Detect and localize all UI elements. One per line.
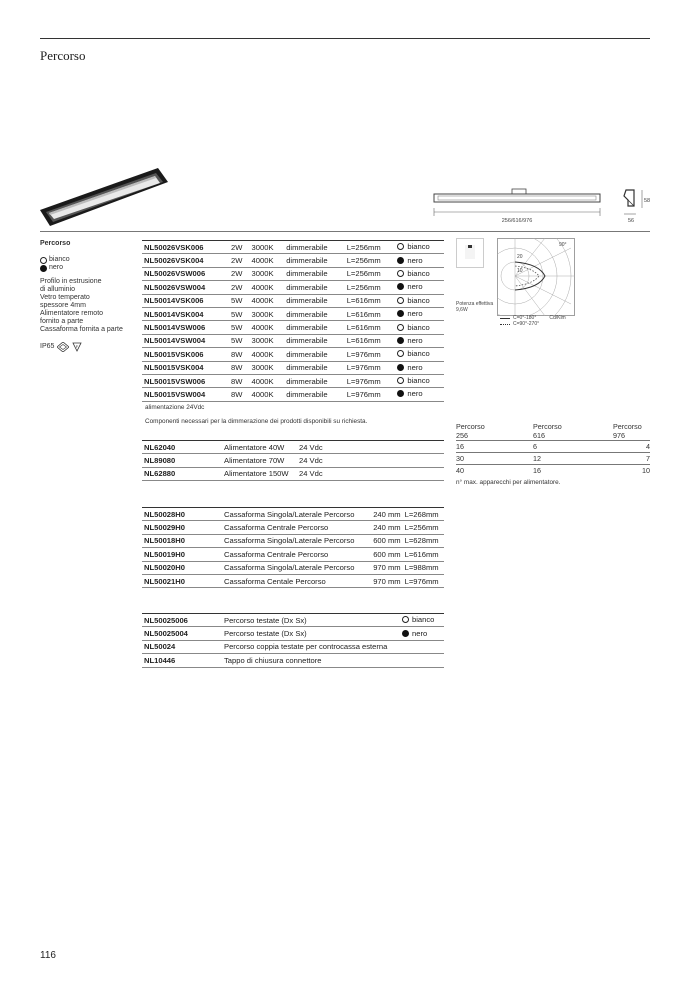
wattage: 2W — [229, 241, 250, 254]
color-label: nero — [407, 335, 423, 345]
dimmable: dimmerabile — [284, 374, 345, 387]
wattage: 5W — [229, 321, 250, 334]
voltage: 24 Vdc — [297, 441, 444, 454]
color-temperature: 4000K — [250, 294, 285, 307]
table-row — [142, 454, 444, 467]
length: L=976mm — [403, 574, 444, 587]
feature-line: fornito a parte — [40, 318, 84, 325]
feature-list — [40, 278, 130, 334]
dimmable: dimmerabile — [284, 241, 345, 254]
max-devices-table — [456, 422, 650, 486]
color-label: nero — [407, 362, 423, 372]
finish — [395, 374, 444, 387]
color-label: bianco — [407, 242, 430, 252]
table-row — [142, 534, 444, 547]
color-label: nero — [49, 264, 64, 271]
open-circle-icon — [397, 270, 404, 277]
filled-circle-icon — [397, 337, 404, 344]
wattage: 5W — [229, 294, 250, 307]
color-label: bianco — [407, 349, 430, 359]
wattage: 8W — [229, 388, 250, 401]
product-heading: Percorso — [40, 240, 71, 247]
dimmable: dimmerabile — [284, 294, 345, 307]
dimmable: dimmerabile — [284, 361, 345, 374]
top-rule — [40, 38, 650, 39]
class-diamond-icon — [57, 342, 69, 352]
filled-circle-icon — [397, 283, 404, 290]
feature-line: spessore 4mm — [40, 302, 86, 309]
open-circle-icon — [40, 257, 47, 264]
products-table — [142, 240, 444, 402]
description: Alimentatore 40W — [222, 441, 297, 454]
table-row — [142, 348, 444, 361]
open-circle-icon — [397, 243, 404, 250]
description: Percorso testate (Dx Sx) — [222, 627, 400, 640]
dimmable: dimmerabile — [284, 254, 345, 267]
product-code: NL50015VSK006 — [142, 348, 229, 361]
table-row — [142, 388, 444, 401]
table-row — [142, 321, 444, 334]
color-option-black — [40, 264, 130, 272]
note-power: alimentazione 24Vdc — [145, 404, 205, 411]
color-label: bianco — [407, 322, 430, 332]
svg-text:90°: 90° — [559, 242, 567, 248]
table-row — [142, 640, 444, 653]
finish — [395, 361, 444, 374]
table-row — [142, 614, 444, 627]
finish — [400, 614, 444, 627]
table-row — [142, 334, 444, 347]
dimmable: dimmerabile — [284, 281, 345, 294]
table-row — [142, 521, 444, 534]
filled-circle-icon — [397, 390, 404, 397]
length: L=256mm — [403, 521, 444, 534]
length: L=616mm — [345, 294, 396, 307]
table-row — [142, 561, 444, 574]
length: L=616mm — [345, 334, 396, 347]
open-circle-icon — [397, 377, 404, 384]
product-code: NL50015VSK004 — [142, 361, 229, 374]
product-code: NL50014VSW006 — [142, 321, 229, 334]
product-code: NL50026VSW006 — [142, 267, 229, 280]
size: 970 mm — [368, 561, 402, 574]
table-row: 30 12 7 — [456, 454, 650, 463]
table-row — [142, 374, 444, 387]
length: L=616mm — [403, 548, 444, 561]
length: L=616mm — [345, 321, 396, 334]
product-code: NL50021H0 — [142, 574, 222, 587]
length: L=256mm — [345, 241, 396, 254]
feature-line: Vetro temperato — [40, 294, 90, 301]
mid-rule — [40, 231, 650, 232]
finish — [395, 334, 444, 347]
filled-circle-icon — [397, 364, 404, 371]
max-devices-header: Percorso 256 Percorso 616 Percorso 976 — [456, 422, 642, 440]
product-code: NL50020H0 — [142, 561, 222, 574]
certification-row — [40, 342, 130, 352]
finish — [395, 267, 444, 280]
wattage: 2W — [229, 254, 250, 267]
height-label: 58 — [644, 198, 651, 204]
size: 600 mm — [368, 534, 402, 547]
product-code: NL50029H0 — [142, 521, 222, 534]
description: Percorso coppia testate per controcassa esterna — [222, 640, 400, 653]
product-code: NL50014VSW004 — [142, 334, 229, 347]
color-label: bianco — [412, 615, 435, 625]
color-temperature: 4000K — [250, 281, 285, 294]
product-code: NL62040 — [142, 441, 222, 454]
finish — [395, 294, 444, 307]
table-row — [142, 241, 444, 254]
finish — [395, 348, 444, 361]
color-option-white — [40, 256, 130, 264]
length: L=976mm — [345, 374, 396, 387]
wattage: 5W — [229, 334, 250, 347]
table-row: 16 6 4 — [456, 442, 650, 451]
finish — [395, 254, 444, 267]
open-circle-icon — [397, 324, 404, 331]
table-row — [142, 654, 444, 667]
size: 600 mm — [368, 548, 402, 561]
finish — [395, 388, 444, 401]
table-row — [142, 281, 444, 294]
finish — [395, 241, 444, 254]
power-supplies-table — [142, 440, 444, 481]
open-circle-icon — [402, 616, 409, 623]
table-row — [142, 574, 444, 587]
length: L=628mm — [403, 534, 444, 547]
product-code: NL50028H0 — [142, 508, 222, 521]
feature-line: di alluminio — [40, 286, 76, 293]
dimmable: dimmerabile — [284, 348, 345, 361]
open-circle-icon — [397, 297, 404, 304]
wattage: 8W — [229, 374, 250, 387]
description: Alimentatore 70W — [222, 454, 297, 467]
svg-text:F: F — [76, 344, 79, 349]
color-temperature: 3000K — [250, 334, 285, 347]
lengths-label: 256/616/976 — [501, 218, 533, 224]
length: L=616mm — [345, 307, 396, 320]
finish — [400, 627, 444, 640]
table-row — [142, 267, 444, 280]
max-devices-note: n° max. apparecchi per alimentatore. — [456, 479, 561, 486]
svg-text:10: 10 — [517, 268, 523, 274]
product-code: NL50014VSK006 — [142, 294, 229, 307]
color-label: bianco — [407, 268, 430, 278]
description: Percorso testate (Dx Sx) — [222, 614, 400, 627]
color-label: nero — [407, 282, 423, 292]
wattage: 2W — [229, 281, 250, 294]
table-row — [142, 548, 444, 561]
polar-diagram — [497, 238, 575, 316]
filled-circle-icon — [402, 630, 409, 637]
page-number: 116 — [40, 950, 56, 961]
description: Cassaforma Singola/Laterale Percorso — [222, 534, 368, 547]
color-label: nero — [412, 628, 428, 638]
dimmable: dimmerabile — [284, 321, 345, 334]
table-row — [142, 307, 444, 320]
dimmable: dimmerabile — [284, 334, 345, 347]
color-temperature: 4000K — [250, 254, 285, 267]
color-label: nero — [407, 309, 423, 319]
beam-thumbnail — [456, 238, 484, 268]
product-code: NL50026VSW004 — [142, 281, 229, 294]
dimmable: dimmerabile — [284, 307, 345, 320]
color-label: bianco — [407, 376, 430, 386]
table-row — [142, 508, 444, 521]
description: Cassaforma Centale Percorso — [222, 574, 368, 587]
product-code: NL50025006 — [142, 614, 222, 627]
triangle-mark-icon — [72, 342, 82, 352]
accessories-table — [142, 613, 444, 668]
product-code: NL50015VSW006 — [142, 374, 229, 387]
product-code: NL89080 — [142, 454, 222, 467]
table-row — [142, 467, 444, 480]
description: Tappo di chiusura connettore — [222, 654, 400, 667]
filled-circle-icon — [397, 310, 404, 317]
color-temperature: 4000K — [250, 321, 285, 334]
finish — [395, 321, 444, 334]
color-temperature: 4000K — [250, 388, 285, 401]
color-label: nero — [407, 255, 423, 265]
length: L=256mm — [345, 254, 396, 267]
product-code: NL62880 — [142, 467, 222, 480]
voltage: 24 Vdc — [297, 467, 444, 480]
color-temperature: 3000K — [250, 307, 285, 320]
description: Alimentatore 150W — [222, 467, 297, 480]
product-description — [40, 240, 130, 352]
color-label: nero — [407, 389, 423, 399]
feature-line: Profilo in estrusione — [40, 278, 102, 285]
table-row — [142, 627, 444, 640]
dimmable: dimmerabile — [284, 388, 345, 401]
feature-line: Cassaforma fornita a parte — [40, 326, 123, 333]
width-label: 56 — [628, 218, 635, 224]
dimmable: dimmerabile — [284, 267, 345, 280]
wattage: 2W — [229, 267, 250, 280]
length: L=976mm — [345, 388, 396, 401]
size: 240 mm — [368, 508, 402, 521]
wattage: 5W — [229, 307, 250, 320]
product-code: NL50014VSK004 — [142, 307, 229, 320]
ip-rating: IP65 — [40, 343, 55, 350]
description: Cassaforma Singola/Laterale Percorso — [222, 561, 368, 574]
product-code: NL50026VSK006 — [142, 241, 229, 254]
filled-circle-icon — [40, 265, 47, 272]
table-row — [142, 254, 444, 267]
color-temperature: 3000K — [250, 361, 285, 374]
profile-drawing — [432, 186, 604, 226]
color-temperature: 4000K — [250, 374, 285, 387]
product-code: NL50019H0 — [142, 548, 222, 561]
section-drawing — [620, 186, 654, 226]
finish — [400, 640, 444, 653]
color-temperature: 3000K — [250, 241, 285, 254]
color-temperature: 4000K — [250, 348, 285, 361]
product-code: NL50018H0 — [142, 534, 222, 547]
finish — [400, 654, 444, 667]
description: Cassaforma Centrale Percorso — [222, 521, 368, 534]
size: 240 mm — [368, 521, 402, 534]
product-code: NL50015VSW004 — [142, 388, 229, 401]
color-temperature: 3000K — [250, 267, 285, 280]
housings-table — [142, 507, 444, 588]
page-title: Percorso — [40, 48, 86, 63]
color-label: bianco — [49, 256, 70, 263]
wattage: 8W — [229, 348, 250, 361]
note-dimming: Componenti necessari per la dimmerazione dei prodotti disponibili su richiesta. — [145, 418, 368, 425]
length: L=988mm — [403, 561, 444, 574]
product-code: NL50024 — [142, 640, 222, 653]
product-code: NL10446 — [142, 654, 222, 667]
table-row: 40 16 10 — [456, 466, 650, 475]
size: 970 mm — [368, 574, 402, 587]
finish — [395, 281, 444, 294]
product-photo — [40, 168, 168, 228]
table-row — [142, 361, 444, 374]
svg-text:20: 20 — [517, 254, 523, 260]
length: L=976mm — [345, 348, 396, 361]
length: L=268mm — [403, 508, 444, 521]
description: Cassaforma Centrale Percorso — [222, 548, 368, 561]
product-code: NL50026VSK004 — [142, 254, 229, 267]
table-row — [142, 441, 444, 454]
photometry-caption: Potenza effettiva 9,6W — [456, 301, 494, 313]
description: Cassaforma Singola/Laterale Percorso — [222, 508, 368, 521]
product-code: NL50025004 — [142, 627, 222, 640]
voltage: 24 Vdc — [297, 454, 444, 467]
feature-line: Alimentatore remoto — [40, 310, 104, 317]
table-row — [142, 294, 444, 307]
length: L=976mm — [345, 361, 396, 374]
color-label: bianco — [407, 295, 430, 305]
wattage: 8W — [229, 361, 250, 374]
open-circle-icon — [397, 350, 404, 357]
length: L=256mm — [345, 281, 396, 294]
filled-circle-icon — [397, 257, 404, 264]
photometry-legend: C=0°-180° Cd/Klm C=90°-270° — [500, 315, 566, 327]
length: L=256mm — [345, 267, 396, 280]
finish — [395, 307, 444, 320]
